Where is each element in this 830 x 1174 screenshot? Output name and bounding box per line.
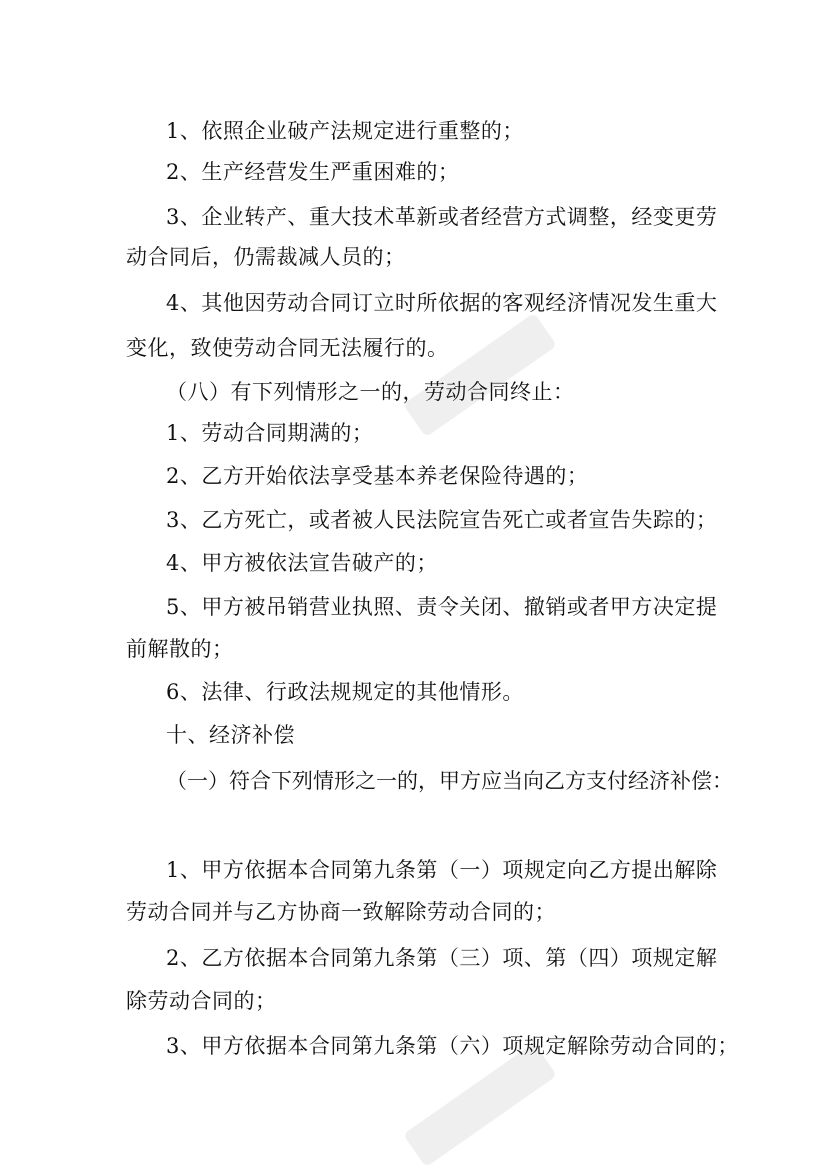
clause-1-restructure: 1、依照企业破产法规定进行重整的； xyxy=(166,119,524,143)
compensation-2-employee: 2、乙方依据本合同第九条第（三）项、第（四）项规定解 xyxy=(166,946,718,970)
section-10-compensation-heading: 十、经济补偿 xyxy=(166,723,295,747)
compensation-2-continuation: 除劳动合同的； xyxy=(126,989,277,1013)
termination-1-expiry: 1、劳动合同期满的； xyxy=(166,421,374,445)
clause-4-economic-change: 4、其他因劳动合同订立时所依据的客观经济情况发生重大 xyxy=(166,291,718,315)
compensation-3-employer: 3、甲方依据本合同第九条第（六）项规定解除劳动合同的； xyxy=(166,1034,739,1058)
clause-3-continuation: 动合同后，仍需裁减人员的； xyxy=(126,245,406,269)
clause-2-difficulty: 2、生产经营发生严重困难的； xyxy=(166,160,460,184)
compensation-subsection-1-heading: （一）符合下列情形之一的，甲方应当向乙方支付经济补偿： xyxy=(166,769,733,793)
clause-3-transformation: 3、企业转产、重大技术革新或者经营方式调整，经变更劳 xyxy=(166,205,718,229)
termination-6-other: 6、法律、行政法规规定的其他情形。 xyxy=(166,680,524,704)
clause-4-continuation: 变化，致使劳动合同无法履行的。 xyxy=(126,336,449,360)
compensation-1-continuation: 劳动合同并与乙方协商一致解除劳动合同的； xyxy=(126,900,556,924)
compensation-1-mutual: 1、甲方依据本合同第九条第（一）项规定向乙方提出解除 xyxy=(166,858,718,882)
termination-4-bankruptcy: 4、甲方被依法宣告破产的； xyxy=(166,551,438,575)
section-8-termination-heading: （八）有下列情形之一的，劳动合同终止： xyxy=(166,380,575,404)
termination-3-death: 3、乙方死亡，或者被人民法院宣告死亡或者宣告失踪的； xyxy=(166,508,718,532)
termination-5-revocation: 5、甲方被吊销营业执照、责令关闭、撤销或者甲方决定提 xyxy=(166,595,718,619)
termination-2-pension: 2、乙方开始依法享受基本养老保险待遇的； xyxy=(166,464,589,488)
termination-5-continuation: 前解散的； xyxy=(126,637,234,661)
